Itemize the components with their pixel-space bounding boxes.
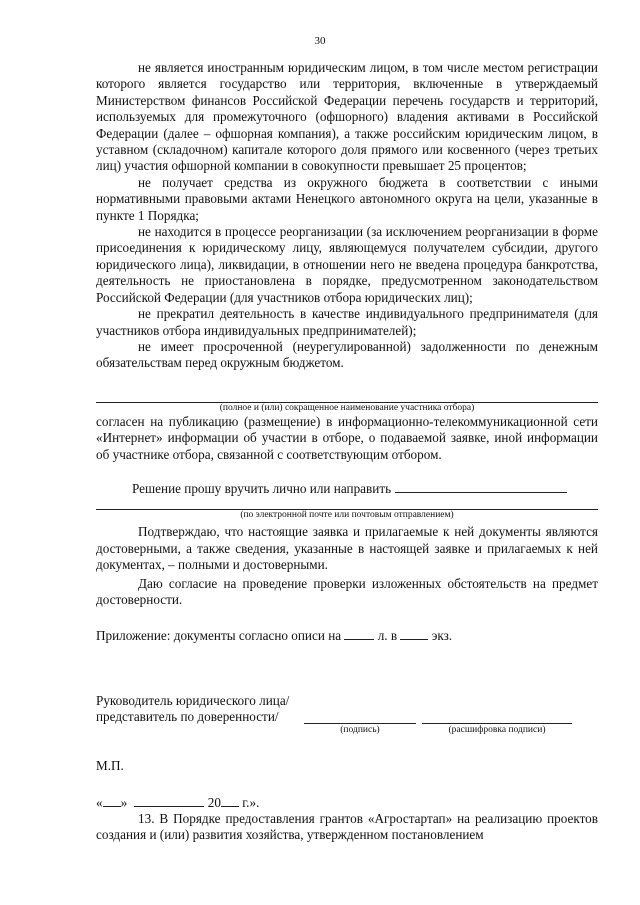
decision-blank: [395, 492, 567, 493]
date-year-prefix: 20: [207, 794, 221, 810]
participant-name-caption: (полное и (или) сокращенное наименование участника отбора): [219, 402, 475, 413]
consent-publication-text: согласен на публикацию (размещение) в информационно-телекоммуникационной сети «Интернет» информации об участии в отборе, о подаваемой заявке, иной информации об участнике отбора, связанной с соответствующим отбором.: [96, 413, 598, 462]
date-day-blank: [103, 806, 121, 807]
paragraph-not-foreign: не является иностранным юридическим лицом, в том числе местом регистрации которого является государство или территория, включенные в утверждаемый Министерством финансов Российской Федерации перечень государств и территорий, используемых для промежуточного (офшорного) владения активами в Российской Федерации (далее – офшорная компания), а также российским юридическим лицом, в уставном (складочном) капитале которого доля прямого или косвенного (через третьих лиц) участия офшорной компании в совокупности превышает 25 процентов;: [96, 60, 598, 174]
signature-row: [96, 709, 598, 725]
participant-name-line: [96, 392, 598, 403]
confirmation-text: Подтверждаю, что настоящие заявка и прилагаемые к ней документы являются достоверными, а также сведения, указанные в настоящей заявке и прилагаемых к ней документах, – полными и достоверными.: [96, 524, 598, 573]
signature-role-line-2: представитель по доверенности/: [96, 709, 279, 725]
date-row: [96, 795, 598, 811]
paragraph-no-debt: не имеет просроченной (неурегулированной) задолженности по денежным обязательствам перед окружным бюджетом.: [96, 338, 598, 371]
paragraph-not-ceased: не прекратил деятельность в качестве индивидуального предпринимателя (для участников отбора индивидуальных предпринимателей);: [96, 306, 598, 338]
date-year-blank: [221, 806, 239, 807]
attachment-suffix: экз.: [431, 628, 453, 644]
stamp-placeholder: М.П.: [96, 758, 124, 774]
paragraph-no-budget-funds: не получает средства из окружного бюджета в соответствии с иными нормативными правовыми актами Ненецкого автономного округа на цели, указанные в пункте 1 Порядка;: [96, 174, 598, 223]
date-month-blank: [134, 806, 204, 807]
paragraph-no-reorganization: не находится в процессе реорганизации (за исключением реорганизации в форме присоединения к юридическому лицу, являющемуся получателем субсидии, другого юридического лица), ликвидации, в отношении него не введена процедура банкротства, деятельность не приостановлена в порядке, предусмотренном законодательством Российской Федерации (для участников отбора юридических лиц);: [96, 224, 598, 305]
page-number: 30: [314, 35, 326, 47]
attachment-copies-blank: [400, 639, 428, 640]
date-close-quote: »: [120, 794, 128, 810]
closing-paragraph: 13. В Порядке предоставления грантов «Агростартап» на реализацию проектов создания и (или) развития хозяйства, утвержденном постановлением: [96, 811, 598, 843]
signature-blank: [304, 709, 416, 724]
signature-captions: [96, 725, 598, 738]
document-body: [96, 60, 598, 844]
attachment-row: [96, 628, 598, 644]
consent-check-text: Даю согласие на проведение проверки изложенных обстоятельств на предмет достоверности.: [96, 575, 598, 607]
attachment-mid: л. в: [377, 628, 398, 644]
delivery-line: [96, 497, 598, 510]
decision-row: [96, 481, 598, 497]
signature-decode-caption: (расшифровка подписи): [448, 725, 546, 736]
signature-role-line-1: Руководитель юридического лица/: [96, 692, 290, 708]
decision-label: Решение прошу вручить лично или направить: [132, 480, 392, 496]
signature-decode-blank: [422, 709, 572, 724]
attachment-prefix: Приложение: документы согласно описи на: [96, 628, 342, 644]
signature-caption: (подпись): [340, 725, 380, 736]
attachment-pages-blank: [344, 639, 374, 640]
delivery-caption: (по электронной почте или почтовым отправлением): [240, 510, 454, 521]
date-open-quote: «: [96, 794, 103, 810]
date-year-suffix: г.».: [242, 794, 260, 810]
